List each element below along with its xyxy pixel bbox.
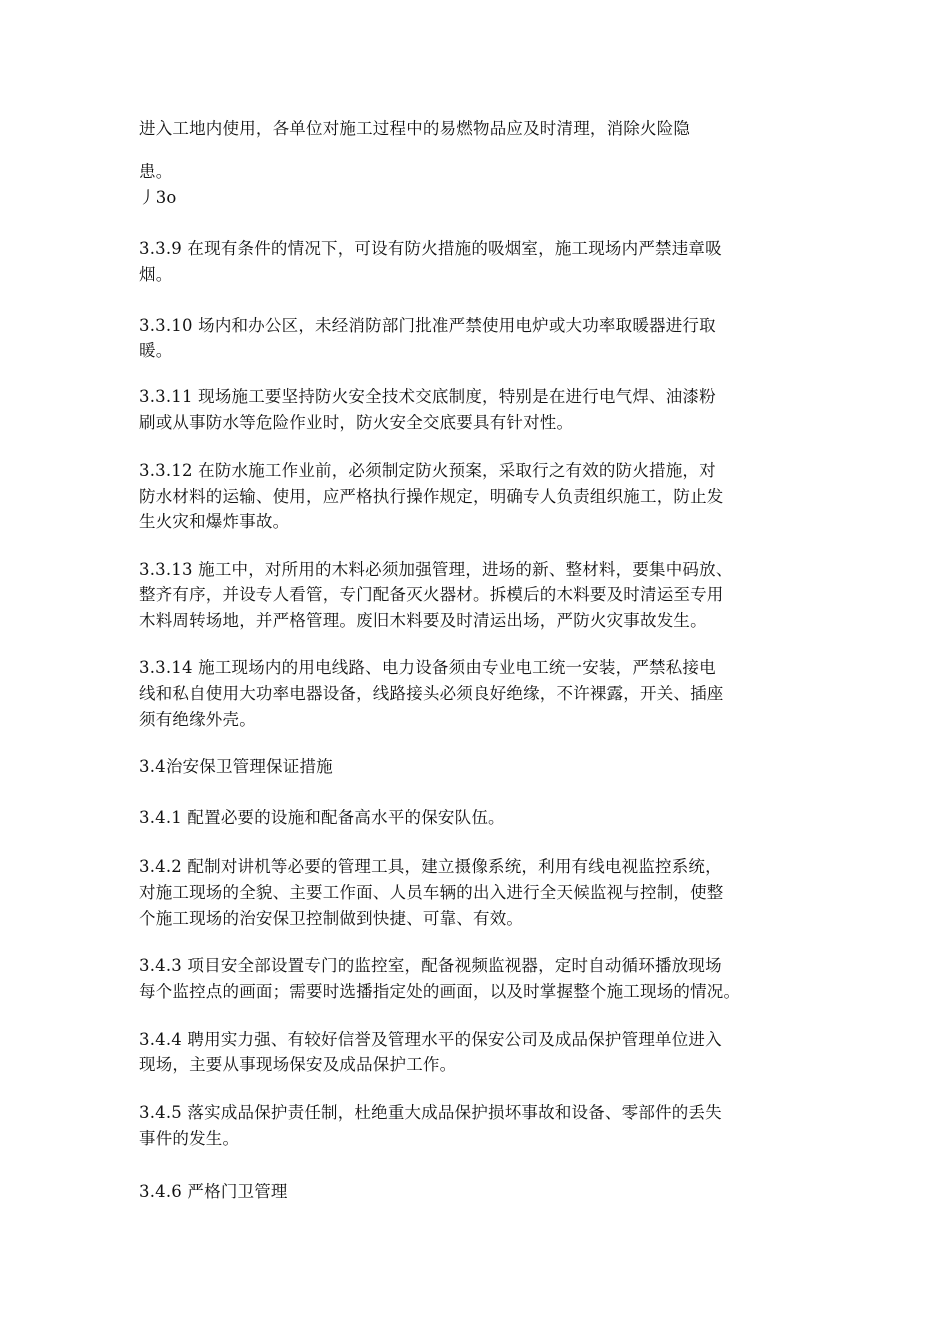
text-line: 事件的发生。	[139, 1129, 240, 1148]
text-line: 暖。	[139, 341, 173, 360]
text-line: 3.4.2 配制对讲机等必要的管理工具，建立摄像系统，利用有线电视监控系统，	[139, 857, 722, 876]
text-line: 防水材料的运输、使用，应严格执行操作规定，明确专人负责组织施工，防止发	[139, 487, 724, 506]
text-line: 木料周转场地，并严格管理。废旧木料要及时清运出场，严防火灾事故发生。	[139, 611, 707, 630]
text-line: 对施工现场的全貌、主要工作面、人员车辆的出入进行全天候监视与控制，使整	[139, 883, 724, 902]
text-line: 丿3o	[139, 188, 177, 207]
text-line: 生火灾和爆炸事故。	[139, 512, 290, 531]
text-line: 刷或从事防水等危险作业时，防火安全交底要具有针对性。	[139, 413, 574, 432]
text-line: 3.4.1 配置必要的设施和配备高水平的保安队伍。	[139, 808, 505, 827]
text-line: 每个监控点的画面；需要时选播指定处的画面，以及时掌握整个施工现场的情况。	[139, 982, 741, 1001]
text-line: 整齐有序，并设专人看管，专门配备灭火器材。拆模后的木料要及时清运至专用	[139, 585, 724, 604]
text-line: 烟。	[139, 265, 173, 284]
text-line: 个施工现场的治安保卫控制做到快捷、可靠、有效。	[139, 909, 524, 928]
text-line: 3.4.5 落实成品保护责任制，杜绝重大成品保护损坏事故和设备、零部件的丢失	[139, 1103, 722, 1122]
text-line: 3.4.4 聘用实力强、有较好信誉及管理水平的保安公司及成品保护管理单位进入	[139, 1030, 722, 1049]
text-line: 须有绝缘外壳。	[139, 710, 256, 729]
text-line: 3.3.13 施工中，对所用的木料必须加强管理，进场的新、整材料，要集中码放、	[139, 560, 733, 579]
section-heading: 3.4治安保卫管理保证措施	[139, 757, 333, 776]
text-line: 3.3.9 在现有条件的情况下，可设有防火措施的吸烟室，施工现场内严禁违章吸	[139, 239, 722, 258]
text-line: 3.3.14 施工现场内的用电线路、电力设备须由专业电工统一安装，严禁私接电	[139, 658, 716, 677]
text-line: 3.3.12 在防水施工作业前，必须制定防火预案，采取行之有效的防火措施，对	[139, 461, 716, 480]
text-line: 3.3.11 现场施工要坚持防火安全技术交底制度，特别是在进行电气焊、油漆粉	[139, 387, 716, 406]
text-line: 进入工地内使用，各单位对施工过程中的易燃物品应及时清理，消除火险隐	[139, 119, 691, 138]
text-line: 3.3.10 场内和办公区，未经消防部门批准严禁使用电炉或大功率取暖器进行取	[139, 316, 716, 335]
text-line: 线和私自使用大功率电器设备，线路接头必须良好绝缘，不许裸露，开关、插座	[139, 684, 724, 703]
text-line: 3.4.6 严格门卫管理	[139, 1182, 288, 1201]
text-line: 3.4.3 项目安全部设置专门的监控室，配备视频监视器，定时自动循环播放现场	[139, 956, 722, 975]
text-line: 患。	[139, 162, 173, 181]
text-line: 现场，主要从事现场保安及成品保护工作。	[139, 1055, 457, 1074]
